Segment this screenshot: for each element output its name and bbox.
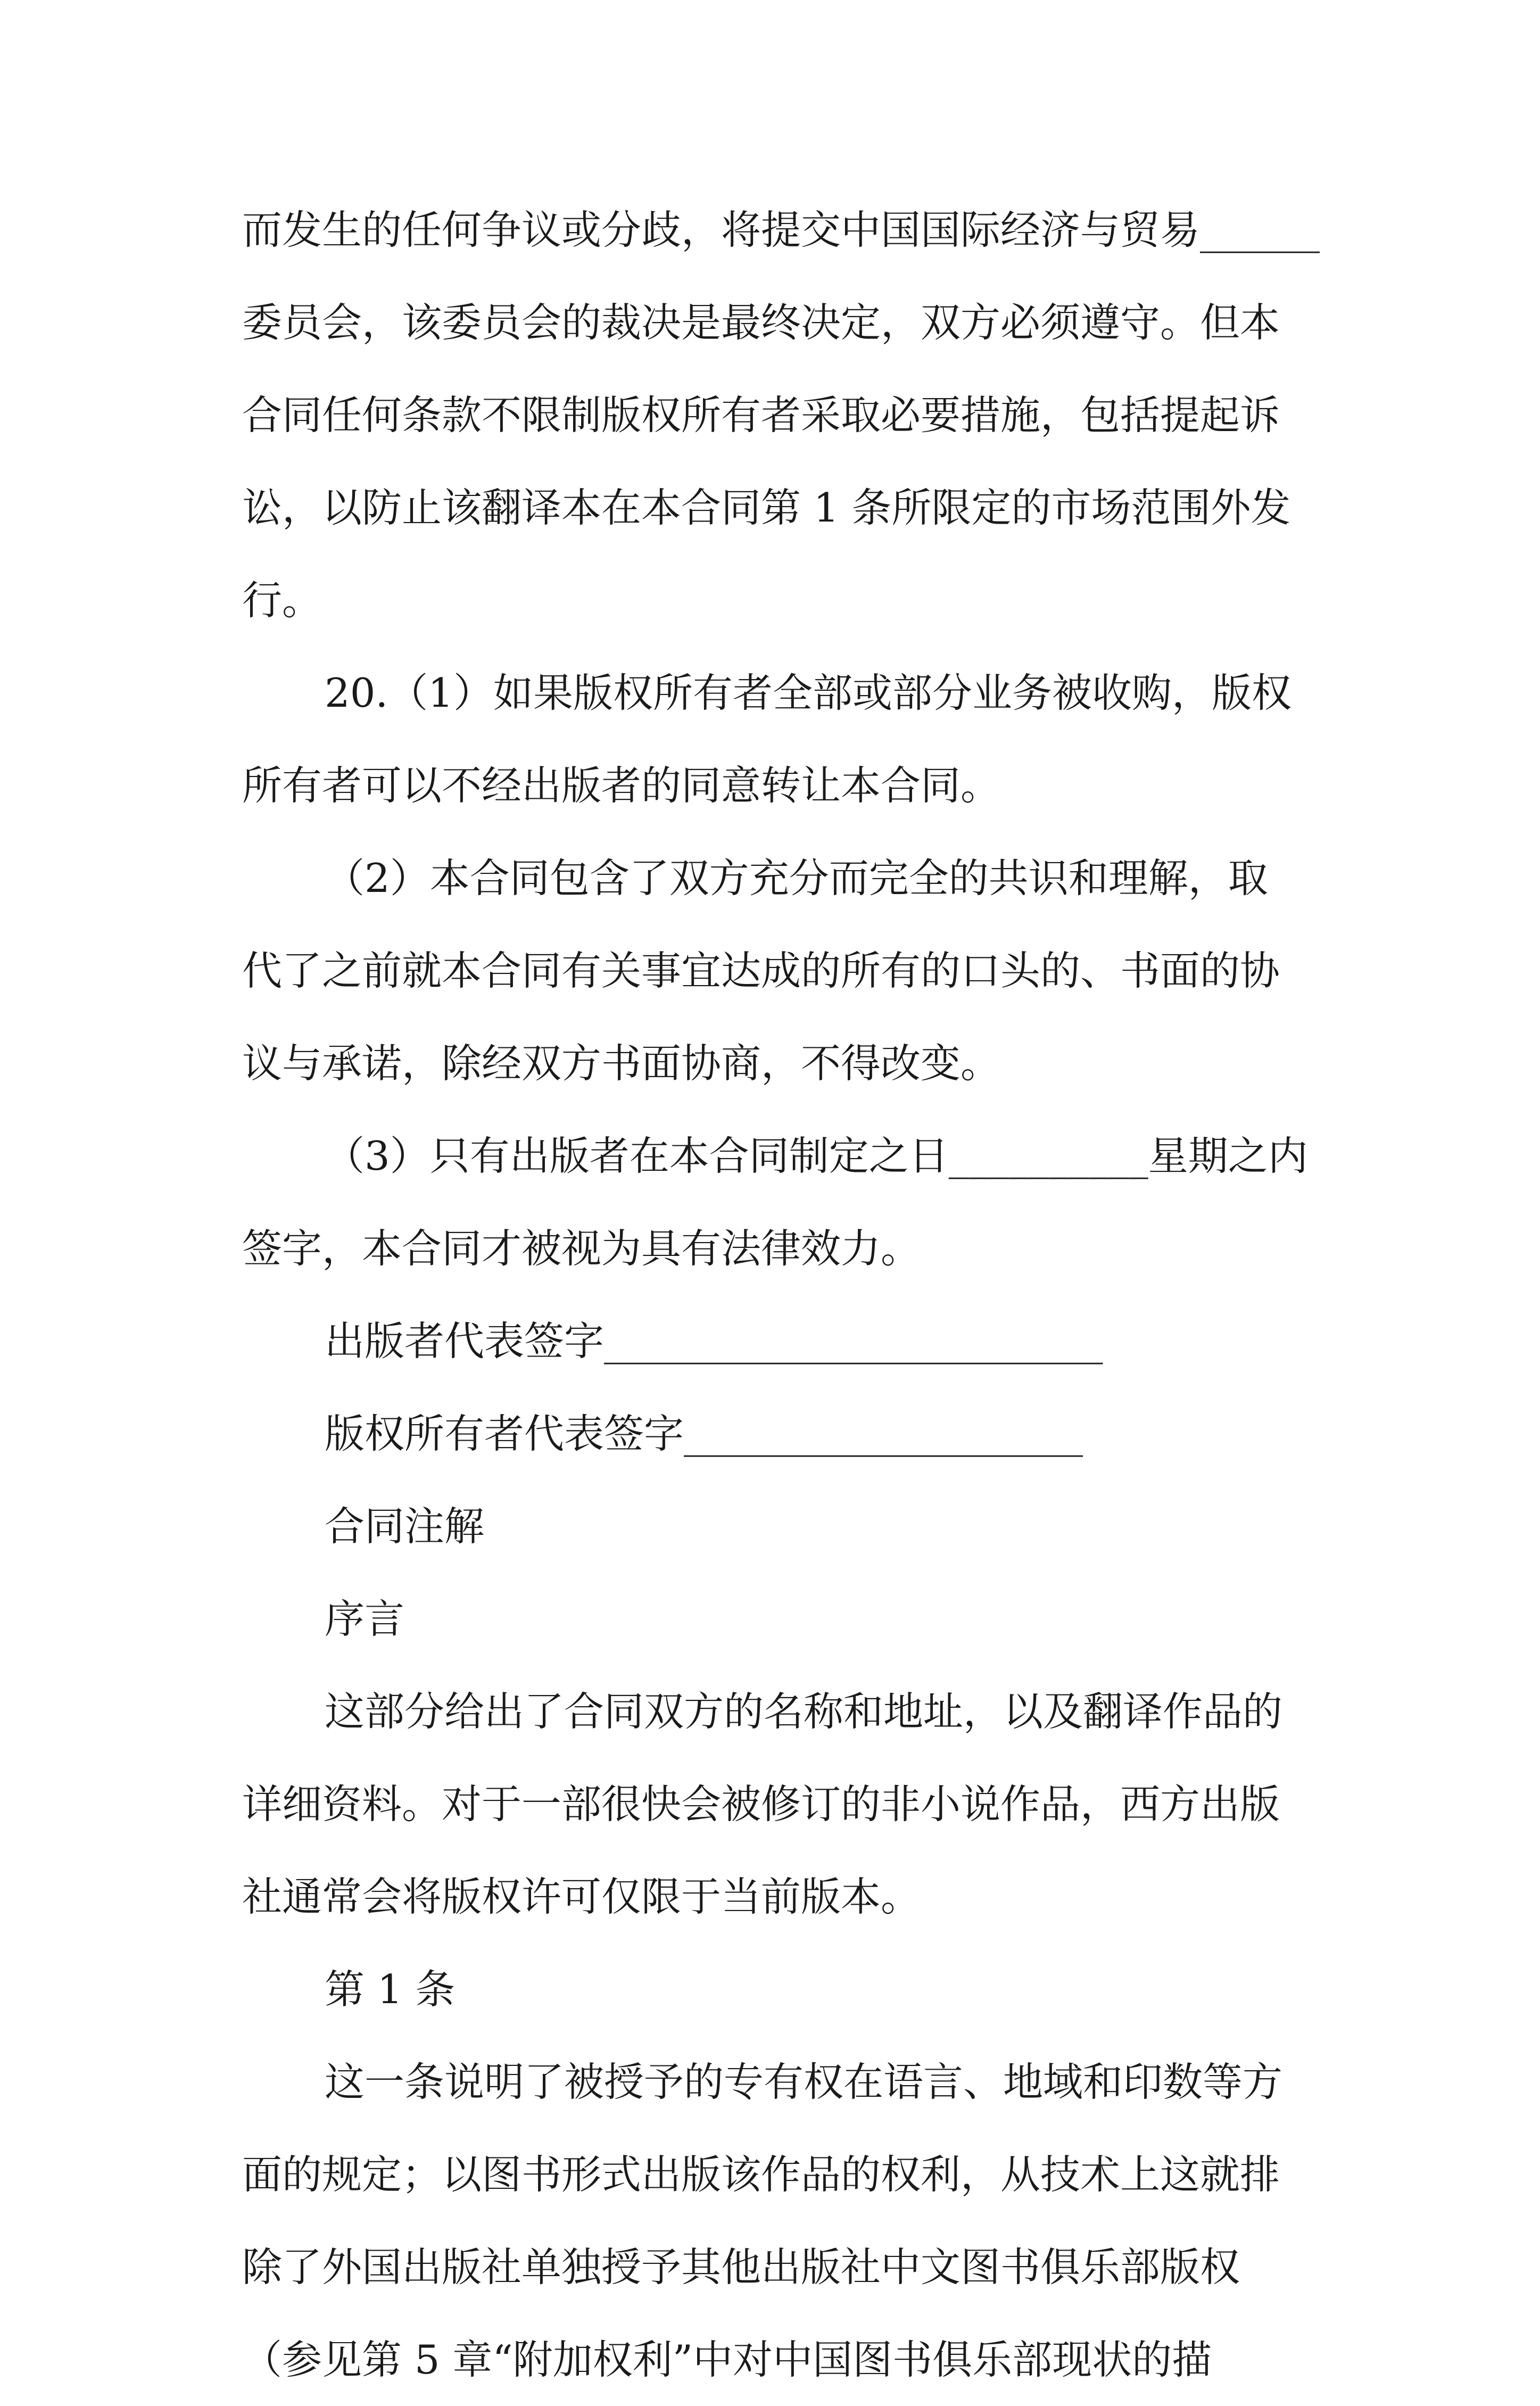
text-line: 面的规定；以图书形式出版该作品的权利，从技术上这就排 xyxy=(242,2151,1280,2198)
text-line: 而发生的任何争议或分歧，将提交中国国际经济与贸易______ xyxy=(242,206,1320,253)
text-line: 序言 xyxy=(325,1595,405,1642)
text-line: 社通常会将版权许可仅限于当前版本。 xyxy=(242,1873,921,1920)
text-line: 第 1 条 xyxy=(325,1966,456,2013)
text-line: 讼，以防止该翻译本在本合同第 1 条所限定的市场范围外发 xyxy=(242,484,1291,531)
text-line: 委员会，该委员会的裁决是最终决定，双方必须遵守。但本 xyxy=(242,299,1280,346)
text-line: 出版者代表签字_________________________ xyxy=(325,1318,1103,1365)
document-body xyxy=(242,184,1322,2406)
text-line: 这一条说明了被授予的专有权在语言、地域和印数等方 xyxy=(325,2058,1283,2105)
text-line: 合同任何条款不限制版权所有者采取必要措施，包括提起诉 xyxy=(242,392,1280,439)
text-line: 签字，本合同才被视为具有法律效力。 xyxy=(242,1225,921,1272)
text-line: 代了之前就本合同有关事宜达成的所有的口头的、书面的协 xyxy=(242,947,1280,994)
text-line: 详细资料。对于一部很快会被修订的非小说作品，西方出版 xyxy=(242,1781,1280,1828)
text-line: 除了外国出版社单独授予其他出版社中文图书俱乐部版权 xyxy=(242,2244,1240,2291)
text-line: 这部分给出了合同双方的名称和地址，以及翻译作品的 xyxy=(325,1688,1283,1735)
text-line: 20.（1）如果版权所有者全部或部分业务被收购，版权 xyxy=(325,669,1291,716)
text-line: （3）只有出版者在本合同制定之日__________星期之内 xyxy=(325,1132,1308,1179)
text-line: 合同注解 xyxy=(325,1503,485,1550)
text-line: （参见第 5 章“附加权利”中对中国图书俱乐部现状的描 xyxy=(242,2336,1212,2383)
text-line: （2）本合同包含了双方充分而完全的共识和理解，取 xyxy=(325,855,1268,902)
text-line: 所有者可以不经出版者的同意转让本合同。 xyxy=(242,762,1001,809)
text-line: 版权所有者代表签字____________________ xyxy=(325,1410,1083,1457)
text-line: 行。 xyxy=(242,577,322,624)
text-line: 议与承诺，除经双方书面协商，不得改变。 xyxy=(242,1040,1001,1087)
